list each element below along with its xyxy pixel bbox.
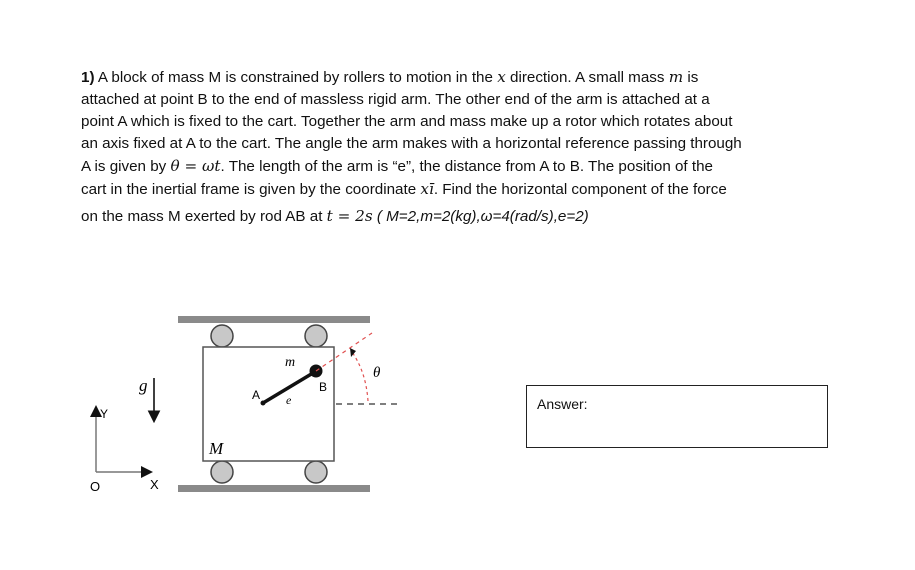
text-fragment: A block of mass M is constrained by rollers to motion in the [97,69,493,86]
text-fragment: cart in the inertial frame is given by the coordinate [81,181,417,198]
pivot-A [261,401,266,406]
text-fragment: on the mass M exerted by rod AB at [81,208,323,225]
answer-label: Answer: [537,396,588,412]
problem-line-3: point A which is fixed to the cart. Together the arm and mass make up a rotor which rotates about [81,113,733,130]
label-theta: θ [373,365,381,381]
roller-top-left [211,325,233,347]
label-Y: Y [100,407,109,421]
text-fragment: . Find the horizontal component of the force [433,181,727,198]
label-M: M [209,439,224,458]
roller-bottom-right [305,461,327,483]
text-fragment: . The length of the arm is “e”, the distance from A to B. The position of the [220,158,713,175]
text-fragment: direction. A small mass [510,69,665,86]
label-m: m [285,355,296,370]
roller-top-right [305,325,327,347]
math-x: x [497,68,506,86]
problem-number: 1) [81,69,95,86]
label-O: O [90,479,101,494]
label-g: g [139,376,148,395]
problem-line-4: an axis fixed at A to the cart. The angle the arm makes with a horizontal reference passing through [81,135,742,152]
top-rail [178,316,370,323]
math-theta-eq: θ = ωt [170,157,221,175]
math-xi: xī [420,180,434,198]
theta-arc [352,352,368,401]
bottom-rail [178,485,370,492]
roller-bottom-left [211,461,233,483]
theta-arrow-head [350,348,356,357]
math-time: t = 2s [326,207,373,225]
text-fragment: A is given by [81,158,167,175]
math-m: m [668,68,684,86]
problem-parameters: ( M=2,m=2(kg),ω=4(rad/s),e=2) [376,208,589,225]
label-X: X [150,477,159,492]
label-A: A [252,388,261,402]
problem-line-2: attached at point B to the end of massless rigid arm. The other end of the arm is attached at a [81,91,710,108]
label-e: e [286,393,292,407]
answer-box[interactable] [526,385,828,448]
text-fragment: is [687,69,699,86]
label-B: B [319,380,328,394]
